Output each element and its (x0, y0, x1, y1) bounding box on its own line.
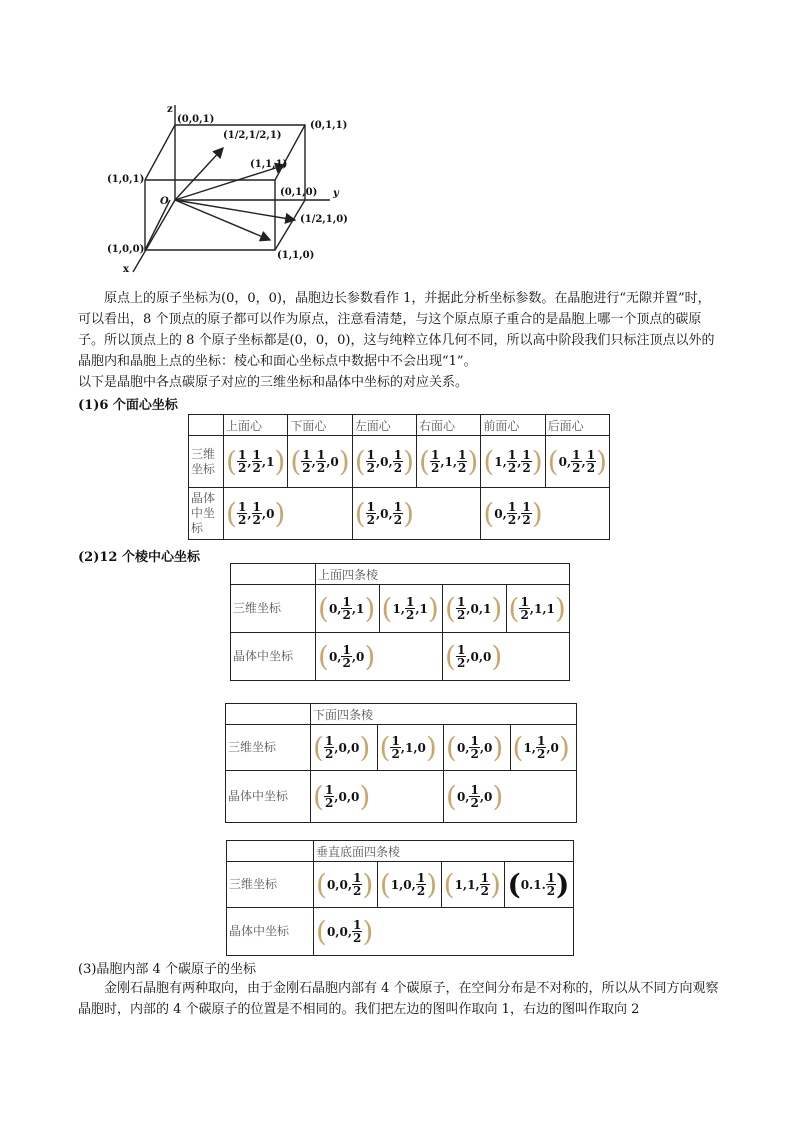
coordinate: ( 1 , 1 , $\frac{1}{2}$ ) (443, 867, 501, 901)
coord-cell (510, 725, 577, 771)
fraction: $\frac{1}{2}$ (520, 595, 529, 622)
coordinate: ( 1 , $\frac{1}{2}$ , 1 ) (381, 591, 439, 625)
fraction: $\frac{1}{2}$ (324, 783, 334, 810)
coordinate: ( 1 , 0 , $\frac{1}{2}$ ) (379, 867, 438, 901)
coord-cell (481, 436, 545, 488)
fraction: $\frac{1}{2}$ (342, 643, 351, 670)
coord-cell (505, 862, 574, 908)
fraction: $\frac{1}{2}$ (586, 448, 596, 475)
fraction: $\frac{1}{2}$ (393, 448, 403, 475)
coord-cell (379, 585, 443, 633)
row-label-3d: 三维坐标 (231, 585, 316, 633)
fraction: $\frac{1}{2}$ (456, 643, 466, 670)
section3-paragraph: 金刚石晶胞有两种取向，由于金刚石晶胞内部有 4 个碳原子，在空间分布是不对称的，所以从不同方向观察晶胞时，内部的 4 个碳原子的位置是不相同的。我们把左边的图叫作取向 1，右边的图叫作取向 2 (78, 981, 719, 1017)
edge-table-title: 上面四条棱 (316, 564, 570, 585)
coord-cell (314, 908, 574, 956)
label-101: (1,0,1) (107, 174, 145, 185)
fraction: $\frac{1}{2}$ (342, 595, 351, 622)
coordinate: ( $\frac{1}{2}$ , $\frac{1}{2}$ , 1 ) (226, 444, 286, 478)
coordinate: ( 0 , 0 , $\frac{1}{2}$ ) (316, 914, 374, 948)
coordinate: ( $\frac{1}{2}$ , 0 , $\frac{1}{2}$ ) (354, 496, 415, 530)
row-label-3d: 三维坐标 (189, 436, 224, 488)
section3-heading: (3)晶胞内部 4 个碳原子的坐标 (78, 962, 256, 977)
coordinate: ( 0 , $\frac{1}{2}$ , 0 ) (446, 779, 504, 813)
fraction: $\frac{1}{2}$ (366, 448, 375, 475)
edge-table-title: 下面四条棱 (311, 704, 577, 725)
coord-cell (311, 771, 444, 823)
coord-cell (224, 436, 288, 488)
coord-cell (545, 436, 609, 488)
coordinate: ( $\frac{1}{2}$ , 0 , 0 ) (313, 730, 371, 764)
fraction: $\frac{1}{2}$ (324, 734, 334, 761)
coordinate: ( $\frac{1}{2}$ , 0 , 1 ) (445, 591, 503, 625)
coordinate: ( 1 , $\frac{1}{2}$ , $\frac{1}{2}$ ) (483, 444, 543, 478)
label-001: (0,0,1) (177, 114, 215, 125)
fraction: $\frac{1}{2}$ (237, 448, 247, 475)
row-label-3d: 三维坐标 (226, 725, 311, 771)
axis-y-label: y (333, 188, 339, 199)
fraction: $\frac{1}{2}$ (416, 871, 426, 898)
coordinate: ( 0 , $\frac{1}{2}$ , $\frac{1}{2}$ ) (547, 444, 607, 478)
coordinate: ( 1 , $\frac{1}{2}$ , 0 ) (512, 730, 570, 764)
fraction: $\frac{1}{2}$ (430, 448, 440, 475)
fraction: $\frac{1}{2}$ (302, 448, 311, 475)
row-label-crystal: 晶体中坐标 (227, 908, 314, 956)
origin-label: O (160, 196, 169, 207)
coordinate: ( 0 , $\frac{1}{2}$ , 0 ) (446, 730, 504, 764)
fraction: $\frac{1}{2}$ (536, 734, 546, 761)
fraction: $\frac{1}{2}$ (480, 871, 490, 898)
fraction: $\frac{1}{2}$ (458, 448, 467, 475)
edge-table-title: 垂直底面四条棱 (314, 841, 574, 862)
coord-cell (417, 436, 481, 488)
fraction: $\frac{1}{2}$ (507, 500, 517, 527)
coordinate: ( 0 , $\frac{1}{2}$ , 0 ) (318, 639, 376, 673)
fraction: $\frac{1}{2}$ (252, 500, 261, 527)
fraction: $\frac{1}{2}$ (470, 734, 479, 761)
coord-cell (377, 725, 444, 771)
intro-paragraph: 原点上的原子坐标为(0，0，0)，晶胞边长参数看作 1，并据此分析坐标参数。在晶胞进行“无隙并置”时，可以看出，8 个顶点的原子都可以作为原点，注意看清楚，与这个原点原子重合的是晶胞上哪一个顶点的碳原子。所以顶点上的 8 个原子坐标都是(0，0，0)，这与纯粹立体几何不同，所以高中阶段我们只标注顶点以外的晶胞内和晶胞上点的坐标：棱心和面心坐标点中数据中不会出现“1”。 (78, 291, 715, 369)
coordinate: ( $\frac{1}{2}$ , 0 , $\frac{1}{2}$ ) (354, 444, 415, 478)
coordinate: ( 0 . 1 . $\frac{1}{2}$ ) (507, 867, 570, 901)
coordinate: ( 0 , $\frac{1}{2}$ , 1 ) (318, 591, 376, 625)
fraction: $\frac{1}{2}$ (522, 500, 531, 527)
x-axis (133, 200, 175, 272)
fraction: $\frac{1}{2}$ (546, 871, 556, 898)
relation-paragraph: 以下是晶胞中各点碳原子对应的三维坐标和晶体中坐标的对应关系。 (78, 375, 469, 390)
edge-table-vertical (226, 840, 574, 956)
fraction: $\frac{1}{2}$ (316, 448, 326, 475)
row-label-crystal: 晶体中坐标 (226, 771, 311, 823)
coordinate: ( $\frac{1}{2}$ , $\frac{1}{2}$ , 0 ) (226, 496, 286, 530)
fraction: $\frac{1}{2}$ (470, 783, 479, 810)
label-011: (0,1,1) (310, 120, 348, 131)
label-010: (0,1,0) (280, 187, 318, 198)
coordinate: ( $\frac{1}{2}$ , 1 , 1 ) (508, 591, 566, 625)
fraction: $\frac{1}{2}$ (353, 871, 362, 898)
coordinate: ( 0 , $\frac{1}{2}$ , $\frac{1}{2}$ ) (483, 496, 543, 530)
header-front-face: 前面心 (481, 415, 545, 436)
coord-cell (444, 725, 511, 771)
coord-cell (288, 436, 352, 488)
coord-cell (314, 862, 378, 908)
row-label-crystal: 晶体中坐标 (189, 488, 224, 540)
fraction: $\frac{1}{2}$ (366, 500, 375, 527)
fraction: $\frac{1}{2}$ (393, 500, 403, 527)
header-bottom-face: 下面心 (288, 415, 352, 436)
fraction: $\frac{1}{2}$ (252, 448, 261, 475)
coord-cell (352, 436, 416, 488)
coordinate: ( $\frac{1}{2}$ , 0 , 0 ) (313, 779, 371, 813)
fraction: $\frac{1}{2}$ (237, 500, 247, 527)
edge-table-top (230, 563, 570, 681)
coordinate: ( $\frac{1}{2}$ , $\frac{1}{2}$ , 0 ) (290, 444, 350, 478)
coord-cell (506, 585, 570, 633)
edge-table-bottom (225, 703, 577, 823)
label-half-half-1: (1/2,1/2,1) (223, 130, 282, 141)
fraction: $\frac{1}{2}$ (405, 595, 415, 622)
fraction: $\frac{1}{2}$ (391, 734, 400, 761)
fraction: $\frac{1}{2}$ (507, 448, 517, 475)
label-111: (1,1,1) (250, 159, 288, 170)
header-left-face: 左面心 (352, 415, 416, 436)
label-half-1-0: (1/2,1,0) (300, 214, 348, 225)
coordinate: ( 0 , 0 , $\frac{1}{2}$ ) (316, 867, 374, 901)
header-top-face: 上面心 (224, 415, 288, 436)
coord-cell (443, 633, 570, 681)
coord-cell (352, 488, 481, 540)
coord-cell (444, 771, 577, 823)
row-label-crystal: 晶体中坐标 (231, 633, 316, 681)
fraction: $\frac{1}{2}$ (522, 448, 531, 475)
label-110: (1,1,0) (277, 250, 315, 261)
coord-cell (443, 585, 507, 633)
coord-cell (311, 725, 378, 771)
coordinate: ( $\frac{1}{2}$ , 1 , $\frac{1}{2}$ ) (419, 444, 479, 478)
face-center-table (188, 414, 610, 540)
coordinate: ( $\frac{1}{2}$ , 1 , 0 ) (379, 730, 437, 764)
section1-heading: (1)6 个面心坐标 (78, 398, 178, 413)
fraction: $\frac{1}{2}$ (572, 448, 581, 475)
header-back-face: 后面心 (545, 415, 609, 436)
label-100: (1,0,0) (107, 244, 145, 255)
coord-cell (224, 488, 353, 540)
header-right-face: 右面心 (417, 415, 481, 436)
coord-cell (377, 862, 441, 908)
axis-z-label: z (167, 104, 173, 115)
coord-cell (441, 862, 505, 908)
fraction: $\frac{1}{2}$ (353, 918, 362, 945)
fraction: $\frac{1}{2}$ (456, 595, 466, 622)
section2-heading: (2)12 个棱中心坐标 (78, 550, 200, 565)
coord-cell (481, 488, 610, 540)
axis-x-label: x (123, 264, 129, 275)
coord-cell (316, 633, 443, 681)
coordinate: ( $\frac{1}{2}$ , 0 , 0 ) (445, 639, 503, 673)
coord-cell (316, 585, 380, 633)
row-label-3d: 三维坐标 (227, 862, 314, 908)
unit-cell-figure (105, 100, 375, 275)
